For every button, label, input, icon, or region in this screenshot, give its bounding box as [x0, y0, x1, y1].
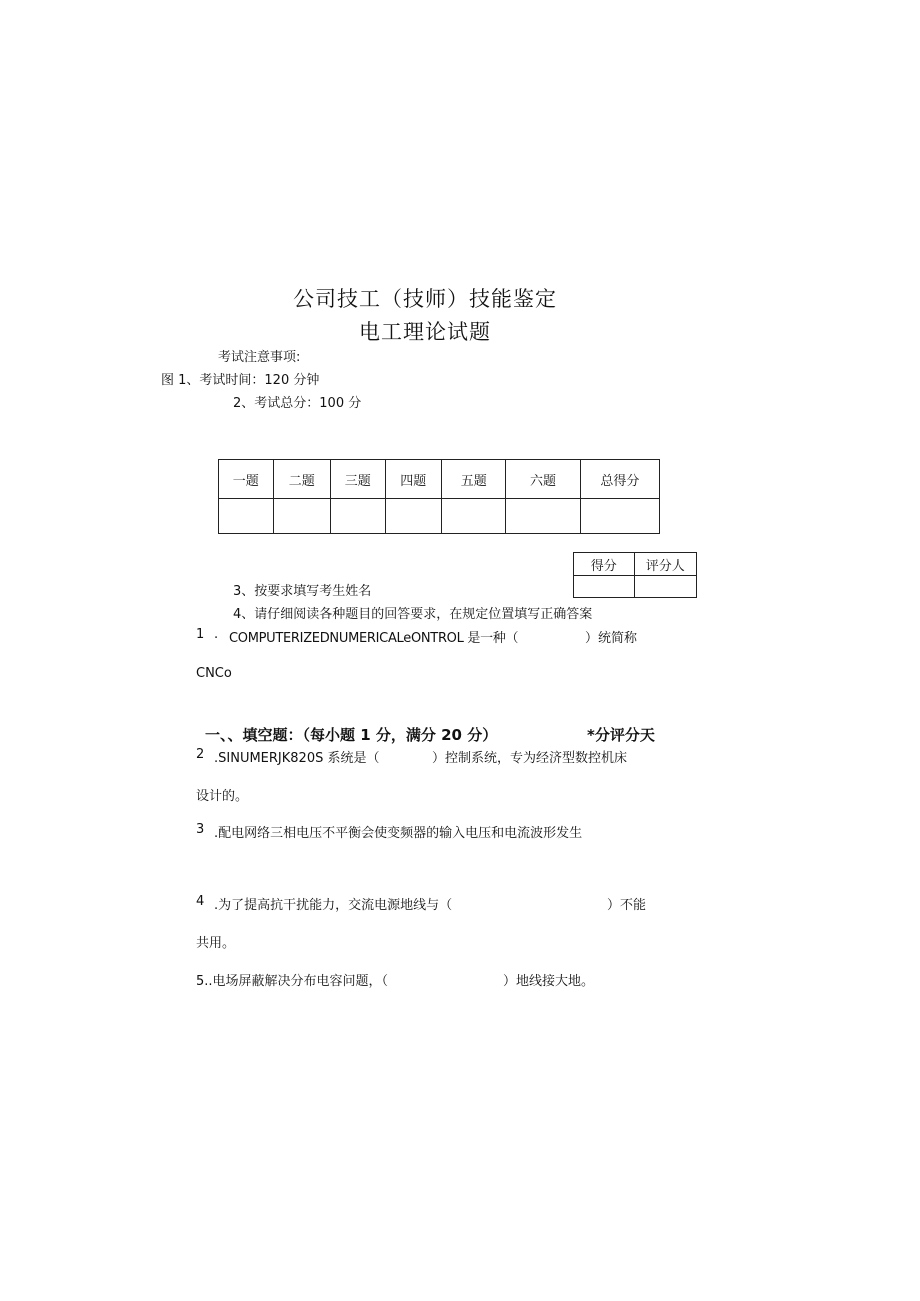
question-1-continuation: CNCo	[196, 666, 232, 681]
question-5-text: 5..电场屏蔽解决分布电容问题，（	[196, 974, 389, 989]
question-1-dot: .	[214, 627, 219, 642]
score-entry-cell[interactable]	[442, 499, 506, 534]
grader-table-entry-row	[574, 576, 697, 598]
question-2-end: ）控制系统，专为经济型数控机床	[432, 751, 628, 766]
question-4-continuation: 共用。	[196, 936, 236, 951]
question-4-text: .为了提高抗干扰能力，交流电源地线与（	[214, 898, 453, 913]
question-5-end: ）地线接大地。	[503, 974, 595, 989]
notice-item-4: 4、请仔细阅读各种题目的回答要求，在规定位置填写正确答案	[233, 607, 593, 622]
question-2-continuation: 设计的。	[196, 789, 249, 804]
question-1-number: 1	[196, 627, 205, 642]
question-1-end: ）统简称	[585, 631, 638, 646]
score-table-entry-row	[219, 499, 660, 534]
score-entry-cell[interactable]	[331, 499, 386, 534]
grader-header-cell: 得分	[574, 553, 635, 576]
question-3-number: 3	[196, 822, 205, 837]
score-header-cell: 二题	[273, 460, 330, 499]
grader-table-header-row	[574, 553, 697, 576]
question-4-end: ）不能	[607, 898, 647, 913]
score-header-cell: 一题	[219, 460, 274, 499]
question-2-text: .SINUMERJK820S 系统是（	[214, 751, 380, 766]
question-3-text: .配电网络三相电压不平衡会使变频器的输入电压和电流波形发生	[214, 826, 583, 841]
grader-header-cell: 评分人	[634, 553, 697, 576]
grader-entry-cell[interactable]	[634, 576, 697, 598]
page-subtitle: 电工理论试题	[359, 320, 491, 344]
question-2-number: 2	[196, 747, 205, 762]
score-header-cell: 总得分	[580, 460, 659, 499]
section-heading: 一、、填空题：（每小题 1 分，满分 20 分）	[205, 726, 498, 744]
section-score-label: *分评分天	[587, 726, 655, 744]
grader-table	[573, 552, 697, 598]
score-entry-cell[interactable]	[580, 499, 659, 534]
question-1-text: COMPUTERIZEDNUMERICALeONTROL 是一种（	[229, 631, 519, 646]
notice-item-2: 2、考试总分：100 分	[233, 396, 362, 411]
notice-heading: 考试注意事项:	[218, 350, 301, 365]
question-4-number: 4	[196, 894, 205, 909]
grader-entry-cell[interactable]	[574, 576, 635, 598]
score-entry-cell[interactable]	[219, 499, 274, 534]
score-entry-cell[interactable]	[273, 499, 330, 534]
notice-item-3: 3、按要求填写考生姓名	[233, 584, 372, 599]
score-header-cell: 六题	[506, 460, 580, 499]
score-header-cell: 五题	[442, 460, 506, 499]
score-entry-cell[interactable]	[385, 499, 442, 534]
score-header-cell: 四题	[385, 460, 442, 499]
score-header-cell: 三题	[331, 460, 386, 499]
score-entry-cell[interactable]	[506, 499, 580, 534]
score-table-header-row	[219, 460, 660, 499]
score-table	[218, 459, 660, 534]
notice-item-1: 图 1、考试时间：120 分钟	[161, 373, 320, 388]
page-title: 公司技工（技师）技能鉴定	[293, 287, 557, 311]
